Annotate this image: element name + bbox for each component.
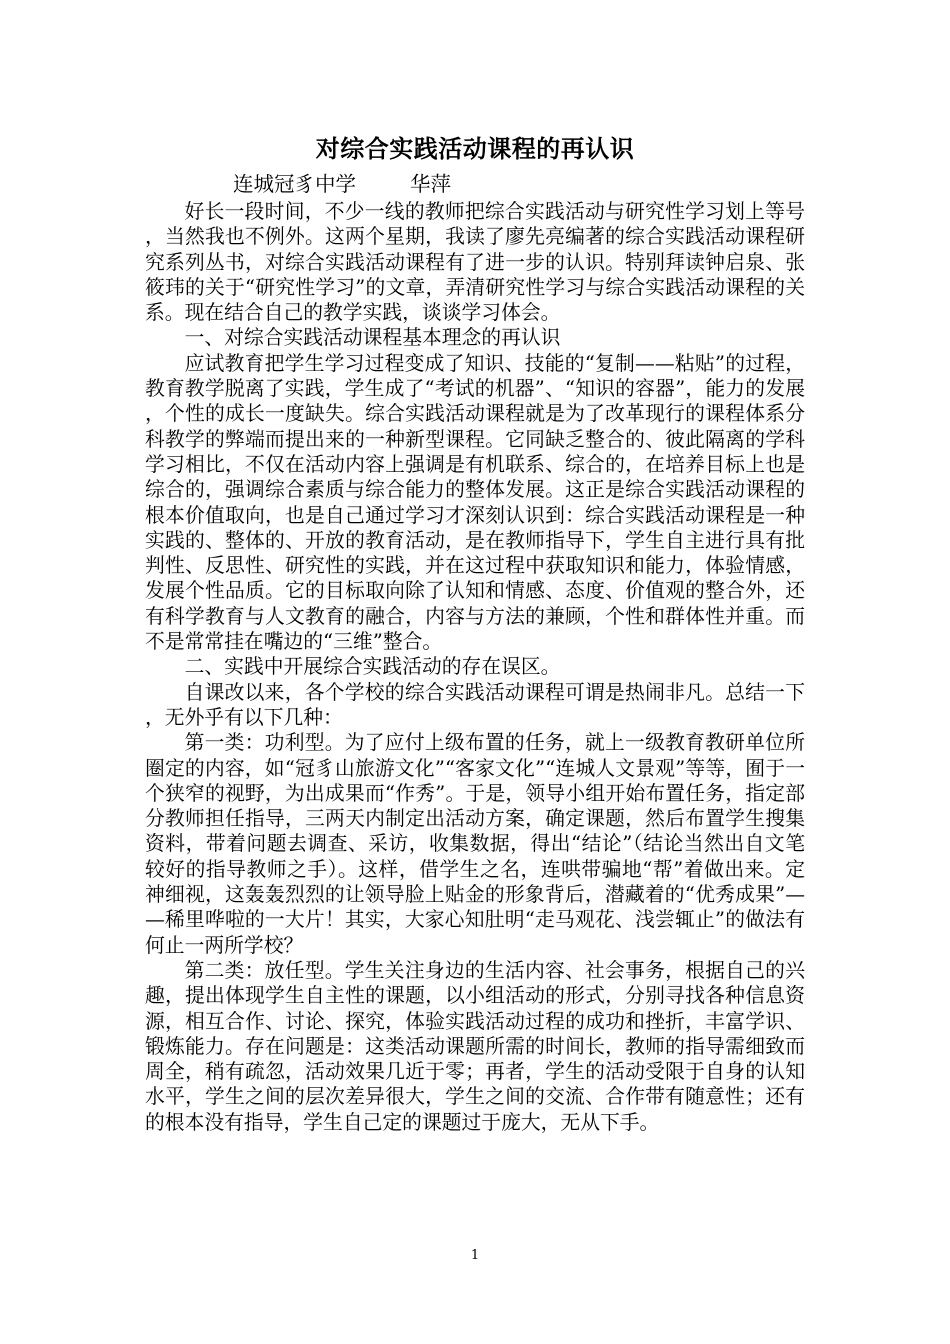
document-title: 对综合实践活动课程的再认识: [315, 134, 635, 163]
section-heading-1: 一、对综合实践活动课程基本理念的再认识: [184, 326, 561, 350]
body-paragraph-type-1: 第一类：功利型。为了应付上级布置的任务，就上一级教育教研单位所圈定的内容，如“冠豸山旅游文化”“客家文化”“连城人文景观”等等，囿于一个狭窄的视野，为出成果而“作秀”。于是，领导小组开始布置任务，指定部分教师担任指导，三两天内制定出活动方案，确定课题，然后布置学生搜集资料，带着问题去调查、采访，收集数据，得出“结论”（结论当然出自文笔较好的指导教师之手）。这样，借学生之名，连哄带骗地“帮”着做出来。定神细视，这轰轰烈烈的让领导脸上贴金的形象背后，潜藏着的“优秀成果”——稀里哗啦的一大片！其实，大家心知肚明“走马观花、浅尝辄止”的做法有何止一两所学校？: [145, 731, 805, 957]
byline: [145, 170, 805, 199]
body-paragraph-overview: 自课改以来，各个学校的综合实践活动课程可谓是热闹非凡。总结一下，无外乎有以下几种：: [145, 680, 805, 729]
document-page: [145, 128, 805, 1135]
body-paragraph-concept: 应试教育把学生学习过程变成了知识、技能的“复制——粘贴”的过程，教育教学脱离了实践，学生成了“考试的机器”、“知识的容器”，能力的发展，个性的成长一度缺失。综合实践活动课程就是为了改革现行的课程体系分科教学的弊端而提出来的一种新型课程。它同缺乏整合的、彼此隔离的学科学习相比，不仅在活动内容上强调是有机联系、综合的，在培养目标上也是综合的，强调综合素质与综合能力的整体发展。这正是综合实践活动课程的根本价值取向，也是自己通过学习才深刻认识到：综合实践活动课程是一种实践的、整体的、开放的教育活动，是在教师指导下，学生自主进行具有批判性、反思性、研究性的实践，并在这过程中获取知识和能力，体验情感，发展个性品质。它的目标取向除了认知和情感、态度、价值观的整合外，还有科学教育与人文教育的融合，内容与方法的兼顾，个性和群体性并重。而不是常常挂在嘴边的“三维”整合。: [145, 351, 805, 654]
author-name: 华萍: [410, 172, 451, 196]
body-paragraph-intro: 好长一段时间，不少一线的教师把综合实践活动与研究性学习划上等号，当然我也不例外。这两个星期，我读了廖先亮编著的综合实践活动课程研究系列丛书，对综合实践活动课程有了进一步的认识。特别拜读钟启泉、张筱玮的关于“研究性学习”的文章，弄清研究性学习与综合实践活动课程的关系。现在结合自己的教学实践，谈谈学习体会。: [145, 200, 805, 325]
page-number: 1: [470, 1248, 480, 1263]
author-school: 连城冠豸中学: [233, 172, 356, 196]
section-heading-2: 二、实践中开展综合实践活动的存在误区。: [184, 655, 561, 679]
body-paragraph-type-2: 第二类：放任型。学生关注身边的生活内容、社会事务，根据自己的兴趣，提出体现学生自主性的课题，以小组活动的形式，分别寻找各种信息资源，相互合作、讨论、探究，体验实践活动过程的成功和挫折，丰富学识、锻炼能力。存在问题是：这类活动课题所需的时间长，教师的指导需细致而周全，稍有疏忽，活动效果几近于零；再者，学生的活动受限于自身的认知水平，学生之间的层次差异很大，学生之间的交流、合作带有随意性；还有的根本没有指导，学生自己定的课题过于庞大，无从下手。: [145, 958, 805, 1134]
